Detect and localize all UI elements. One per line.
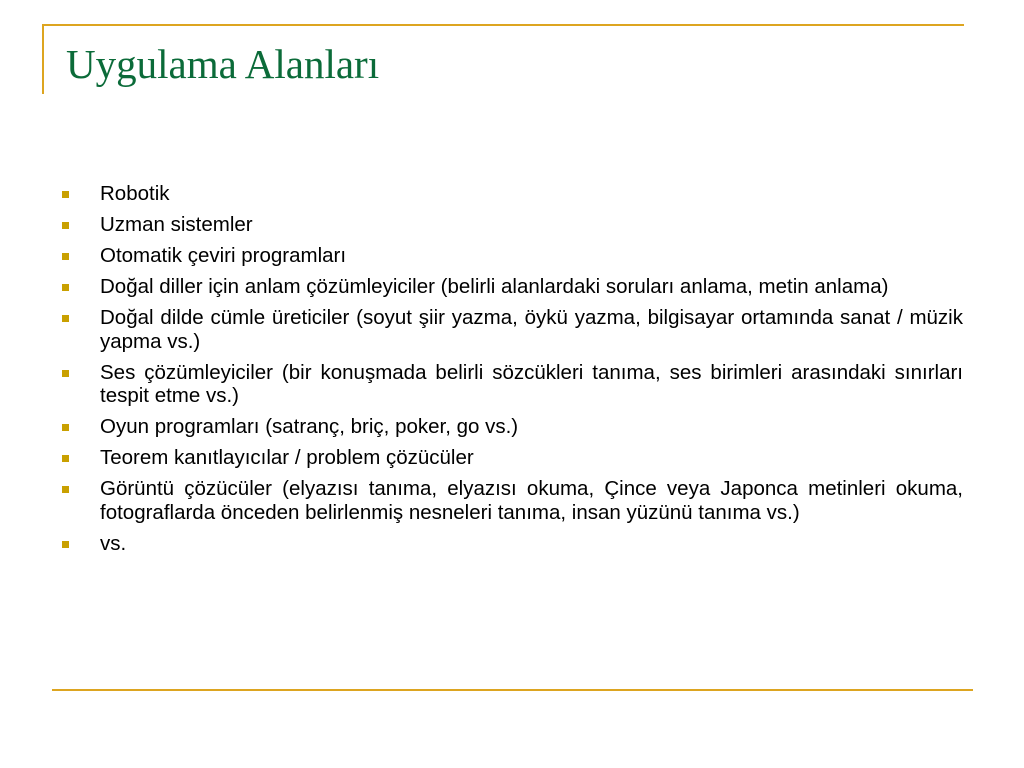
square-bullet-icon bbox=[62, 424, 69, 431]
square-bullet-icon bbox=[62, 455, 69, 462]
bullet-text: Oyun programları (satranç, briç, poker, go vs.) bbox=[100, 415, 519, 439]
bullet-text: Ses çözümleyiciler (bir konuşmada belirli sözcükleri tanıma, ses birimleri arasındaki sınırları tespit etme vs.) bbox=[100, 360, 963, 408]
square-bullet-icon bbox=[62, 486, 69, 493]
bottom-rule-line bbox=[52, 689, 973, 691]
list-item bbox=[62, 361, 963, 408]
bullet-text: Teorem kanıtlayıcılar / problem çözücüler bbox=[100, 446, 474, 470]
bullet-text: Doğal diller için anlam çözümleyiciler (belirli alanlardaki soruları anlama, metin anlama) bbox=[100, 274, 889, 298]
bullet-text: Otomatik çeviri programları bbox=[100, 243, 347, 267]
square-bullet-icon bbox=[62, 541, 69, 548]
square-bullet-icon bbox=[62, 222, 69, 229]
list-item bbox=[62, 213, 963, 237]
list-item bbox=[62, 532, 963, 556]
bullet-text: Robotik bbox=[100, 182, 170, 205]
bullet-text: Doğal dilde cümle üreticiler (soyut şiir yazma, öykü yazma, bilgisayar ortamında sanat / müzik yapma vs.) bbox=[100, 305, 963, 353]
square-bullet-icon bbox=[62, 370, 69, 377]
square-bullet-icon bbox=[62, 284, 69, 291]
bullet-text: Uzman sistemler bbox=[100, 212, 253, 236]
list-item bbox=[62, 477, 963, 524]
list-item bbox=[62, 446, 963, 470]
list-item bbox=[62, 275, 963, 299]
slide-title: Uygulama Alanları bbox=[66, 41, 380, 87]
square-bullet-icon bbox=[62, 315, 69, 322]
list-item bbox=[62, 244, 963, 268]
bullet-text: vs. bbox=[100, 531, 127, 555]
square-bullet-icon bbox=[62, 191, 69, 198]
top-rule-line bbox=[42, 24, 964, 26]
list-item bbox=[62, 182, 963, 206]
left-rule-line bbox=[42, 24, 44, 94]
list-item bbox=[62, 415, 963, 439]
list-item bbox=[62, 306, 963, 353]
square-bullet-icon bbox=[62, 253, 69, 260]
bullet-list bbox=[62, 182, 963, 563]
bullet-text: Görüntü çözücüler (elyazısı tanıma, elyazısı okuma, Çince veya Japonca metinleri okuma, fotograflarda önceden belirlenmiş nesneleri tanıma, insan yüzünü tanıma vs.) bbox=[100, 477, 963, 524]
